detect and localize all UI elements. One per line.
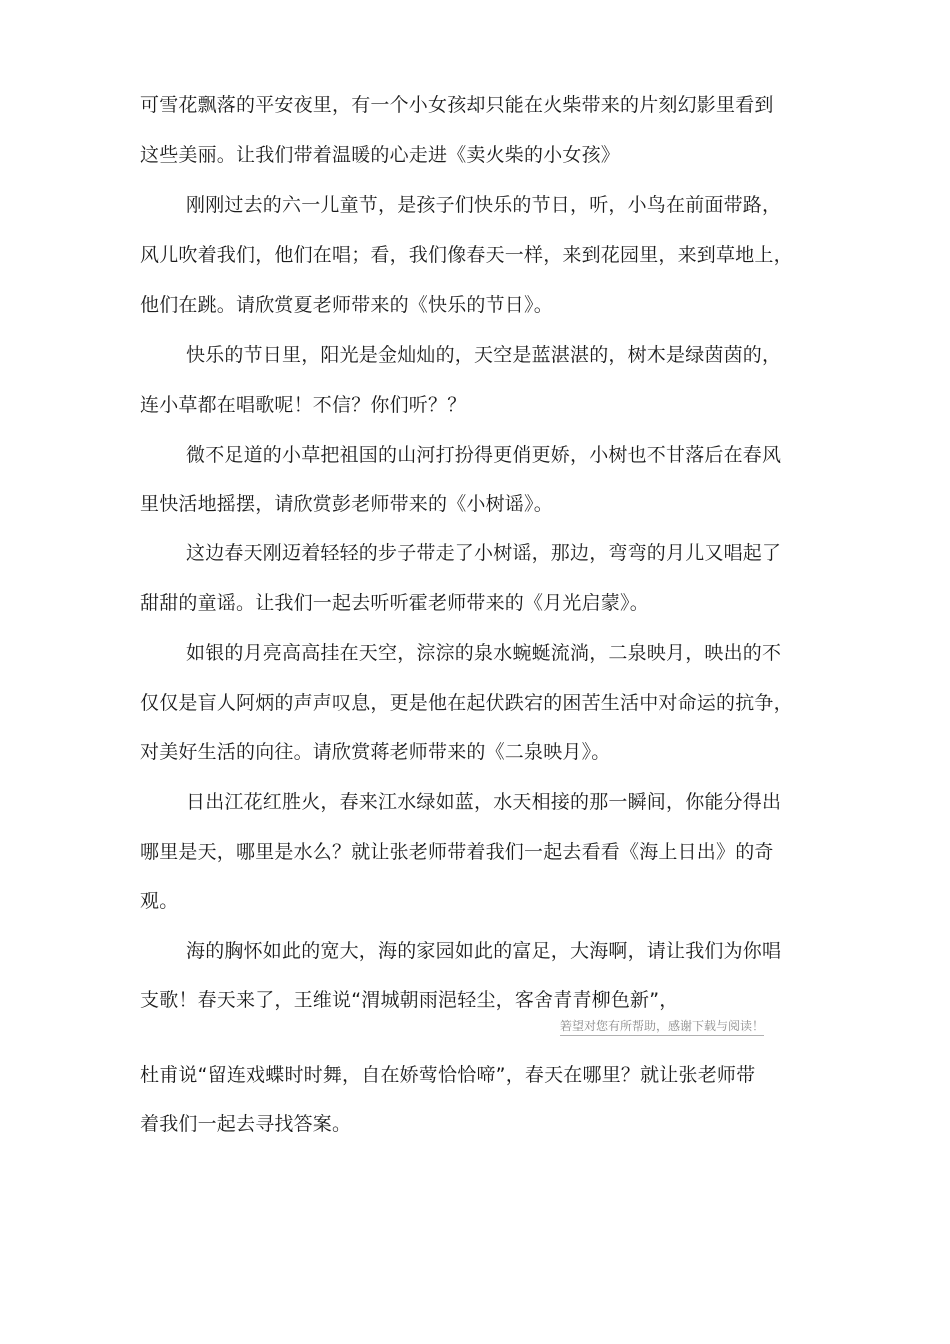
page-footer-note: 箬望对您有所帮助，感谢下载与阅读！ (560, 1018, 764, 1036)
text-line: 支歌！春天来了，王维说“渭城朝雨浥轻尘，客舍青青柳色新”， (140, 989, 679, 1011)
text-line: 观。 (140, 890, 179, 912)
text-line: 甜甜的童谣。让我们一起去听听霍老师带来的《月光启蒙》。 (140, 592, 649, 614)
paragraph-first-line: 日出江花红胜火，春来江水绿如蓝，水天相接的那一瞬间，你能分得出 (186, 791, 782, 813)
paragraph-first-line: 这边春天刚迈着轻轻的步子带走了小树谣，那边，弯弯的月儿又唱起了 (186, 542, 782, 564)
text-line: 对美好生活的向往。请欣赏蒋老师带来的《二泉映月》。 (140, 741, 611, 763)
text-line: 他们在跳。请欣赏夏老师带来的《快乐的节日》。 (140, 294, 553, 316)
paragraph-first-line: 如银的月亮高高挂在天空，淙淙的泉水蜿蜒流淌，二泉映月，映出的不 (186, 642, 782, 664)
text-line: 连小草都在唱歌呢！不信？你们听？？ (140, 394, 467, 416)
text-line: 风儿吹着我们，他们在唱；看，我们像春天一样，来到花园里，来到草地上， (140, 244, 793, 266)
text-line: 可雪花飘落的平安夜里，有一个小女孩却只能在火柴带来的片刻幻影里看到 (140, 94, 774, 116)
paragraph-first-line: 微不足道的小草把祖国的山河打扮得更俏更娇，小树也不甘落后在春风 (186, 444, 782, 466)
text-line: 杜甫说“留连戏蝶时时舞，自在娇莺恰恰啼”，春天在哪里？就让张老师带 (140, 1064, 756, 1086)
text-line: 着我们一起去寻找答案。 (140, 1113, 352, 1135)
paragraph-first-line: 刚刚过去的六一儿童节，是孩子们快乐的节日，听，小鸟在前面带路， (186, 194, 782, 216)
text-line: 哪里是天，哪里是水么？就让张老师带着我们一起去看看《海上日出》的奇 (140, 841, 774, 863)
text-line: 这些美丽。让我们带着温暖的心走进《卖火柴的小女孩》 (140, 144, 621, 166)
text-line: 里快活地摇摆，请欣赏彭老师带来的《小树谣》。 (140, 493, 553, 515)
paragraph-first-line: 快乐的节日里，阳光是金灿灿的，天空是蓝湛湛的，树木是绿茵茵的， (186, 344, 782, 366)
paragraph-first-line: 海的胸怀如此的宽大，海的家园如此的富足，大海啊，请让我们为你唱 (186, 940, 782, 962)
text-line: 仅仅是盲人阿炳的声声叹息，更是他在起伏跌宕的困苦生活中对命运的抗争， (140, 692, 793, 714)
